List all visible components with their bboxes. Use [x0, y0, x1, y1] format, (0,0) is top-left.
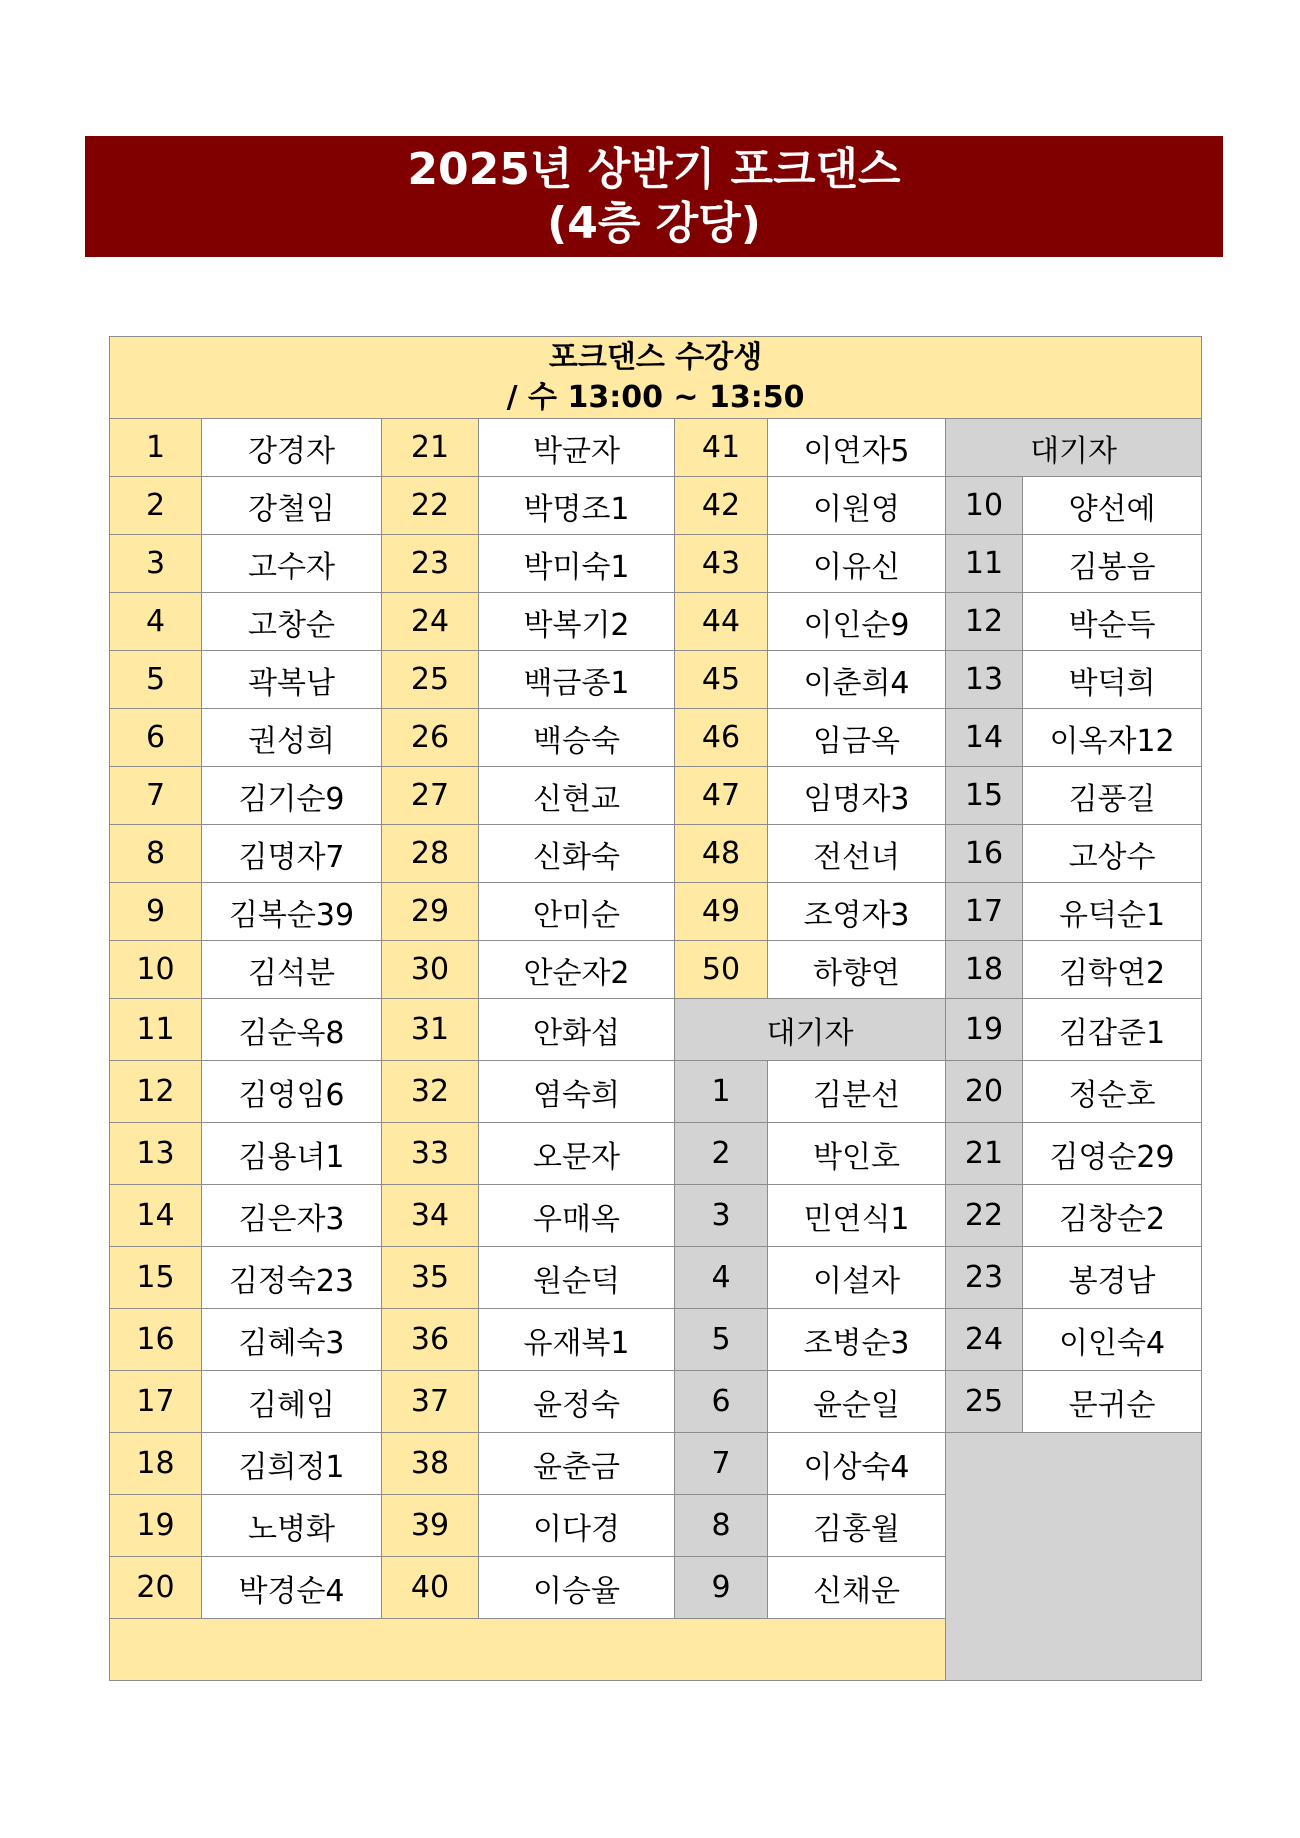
student-number: 12: [110, 1061, 202, 1123]
waitlist-name: 문귀순: [1023, 1371, 1202, 1433]
waitlist-name: 박인호: [768, 1123, 946, 1185]
student-number: 46: [675, 709, 768, 767]
waitlist-name: 민연식1: [768, 1185, 946, 1247]
student-number: 9: [110, 883, 202, 941]
table-row: [110, 1247, 1202, 1309]
student-number: 36: [382, 1309, 479, 1371]
student-name: 신현교: [479, 767, 675, 825]
waitlist-number: 23: [946, 1247, 1023, 1309]
waitlist-number: 13: [946, 651, 1023, 709]
waitlist-number: 10: [946, 477, 1023, 535]
student-number: 33: [382, 1123, 479, 1185]
table-row: [110, 337, 1202, 419]
waitlist-header: 대기자: [946, 419, 1202, 477]
waitlist-number: 7: [675, 1433, 768, 1495]
student-number: 25: [382, 651, 479, 709]
student-number: 30: [382, 941, 479, 999]
student-name: 안미순: [479, 883, 675, 941]
waitlist-name: 고상수: [1023, 825, 1202, 883]
waitlist-name: 신채운: [768, 1557, 946, 1619]
student-number: 37: [382, 1371, 479, 1433]
student-number: 1: [110, 419, 202, 477]
waitlist-name: 이설자: [768, 1247, 946, 1309]
waitlist-name: 봉경남: [1023, 1247, 1202, 1309]
student-name: 박명조1: [479, 477, 675, 535]
table-row: [110, 1433, 1202, 1495]
student-name: 윤정숙: [479, 1371, 675, 1433]
roster-header: [110, 337, 1202, 419]
student-name: 노병화: [202, 1495, 382, 1557]
student-number: 44: [675, 593, 768, 651]
student-number: 21: [382, 419, 479, 477]
roster-header-title: 포크댄스 수강생: [548, 339, 763, 375]
student-number: 43: [675, 535, 768, 593]
empty-filler: [946, 1433, 1202, 1681]
waitlist-name: 김홍월: [768, 1495, 946, 1557]
waitlist-number: 3: [675, 1185, 768, 1247]
table-row: [110, 1371, 1202, 1433]
student-name: 이유신: [768, 535, 946, 593]
table-row: [110, 1185, 1202, 1247]
waitlist-number: 16: [946, 825, 1023, 883]
waitlist-name: 김학연2: [1023, 941, 1202, 999]
table-row: [110, 1061, 1202, 1123]
waitlist-name: 이옥자12: [1023, 709, 1202, 767]
student-name: 강경자: [202, 419, 382, 477]
waitlist-number: 21: [946, 1123, 1023, 1185]
student-name: 고창순: [202, 593, 382, 651]
student-name: 윤춘금: [479, 1433, 675, 1495]
table-row: [110, 651, 1202, 709]
student-number: 6: [110, 709, 202, 767]
student-name: 김석분: [202, 941, 382, 999]
student-number: 22: [382, 477, 479, 535]
waitlist-number: 17: [946, 883, 1023, 941]
title-line-1: 2025년 상반기 포크댄스: [407, 143, 901, 195]
table-row: [110, 709, 1202, 767]
student-number: 39: [382, 1495, 479, 1557]
student-name: 김순옥8: [202, 999, 382, 1061]
student-name: 권성희: [202, 709, 382, 767]
student-name: 우매옥: [479, 1185, 675, 1247]
student-number: 24: [382, 593, 479, 651]
student-number: 47: [675, 767, 768, 825]
student-number: 18: [110, 1433, 202, 1495]
student-name: 안순자2: [479, 941, 675, 999]
student-name: 김정숙23: [202, 1247, 382, 1309]
student-number: 3: [110, 535, 202, 593]
table-row: [110, 825, 1202, 883]
waitlist-number: 14: [946, 709, 1023, 767]
student-number: 50: [675, 941, 768, 999]
student-number: 8: [110, 825, 202, 883]
waitlist-number: 2: [675, 1123, 768, 1185]
waitlist-name: 김창순2: [1023, 1185, 1202, 1247]
student-number: 19: [110, 1495, 202, 1557]
student-name: 김용녀1: [202, 1123, 382, 1185]
student-name: 안화섭: [479, 999, 675, 1061]
waitlist-number: 11: [946, 535, 1023, 593]
waitlist-number: 19: [946, 999, 1023, 1061]
student-number: 26: [382, 709, 479, 767]
student-number: 49: [675, 883, 768, 941]
table-row: [110, 941, 1202, 999]
waitlist-header: 대기자: [675, 999, 946, 1061]
waitlist-number: 1: [675, 1061, 768, 1123]
student-number: 16: [110, 1309, 202, 1371]
title-line-2: (4층 강당): [547, 197, 761, 249]
student-name: 유재복1: [479, 1309, 675, 1371]
student-name: 고수자: [202, 535, 382, 593]
student-name: 이원영: [768, 477, 946, 535]
student-name: 김명자7: [202, 825, 382, 883]
waitlist-number: 12: [946, 593, 1023, 651]
waitlist-name: 양선예: [1023, 477, 1202, 535]
waitlist-name: 정순호: [1023, 1061, 1202, 1123]
student-name: 김혜숙3: [202, 1309, 382, 1371]
roster-table: [109, 336, 1202, 1681]
waitlist-name: 조병순3: [768, 1309, 946, 1371]
student-number: 11: [110, 999, 202, 1061]
student-name: 하향연: [768, 941, 946, 999]
student-number: 45: [675, 651, 768, 709]
table-row: [110, 593, 1202, 651]
student-name: 신화숙: [479, 825, 675, 883]
waitlist-name: 김풍길: [1023, 767, 1202, 825]
student-name: 임명자3: [768, 767, 946, 825]
student-name: 염숙희: [479, 1061, 675, 1123]
table-row: [110, 477, 1202, 535]
student-name: 임금옥: [768, 709, 946, 767]
waitlist-name: 이인숙4: [1023, 1309, 1202, 1371]
waitlist-name: 이상숙4: [768, 1433, 946, 1495]
student-number: 28: [382, 825, 479, 883]
student-number: 13: [110, 1123, 202, 1185]
waitlist-number: 24: [946, 1309, 1023, 1371]
student-name: 박미숙1: [479, 535, 675, 593]
student-name: 박경순4: [202, 1557, 382, 1619]
student-number: 7: [110, 767, 202, 825]
waitlist-number: 5: [675, 1309, 768, 1371]
student-name: 백금종1: [479, 651, 675, 709]
student-number: 42: [675, 477, 768, 535]
student-number: 29: [382, 883, 479, 941]
waitlist-number: 25: [946, 1371, 1023, 1433]
student-number: 14: [110, 1185, 202, 1247]
student-number: 2: [110, 477, 202, 535]
student-number: 10: [110, 941, 202, 999]
table-row: [110, 1309, 1202, 1371]
table-row: [110, 419, 1202, 477]
waitlist-name: 김분선: [768, 1061, 946, 1123]
student-name: 이승율: [479, 1557, 675, 1619]
student-name: 박균자: [479, 419, 675, 477]
student-name: 강철임: [202, 477, 382, 535]
student-name: 원순덕: [479, 1247, 675, 1309]
waitlist-number: 9: [675, 1557, 768, 1619]
student-name: 김은자3: [202, 1185, 382, 1247]
student-name: 박복기2: [479, 593, 675, 651]
student-name: 곽복남: [202, 651, 382, 709]
table-row: [110, 767, 1202, 825]
student-number: 32: [382, 1061, 479, 1123]
waitlist-number: 20: [946, 1061, 1023, 1123]
student-name: 김희정1: [202, 1433, 382, 1495]
waitlist-number: 15: [946, 767, 1023, 825]
table-row: [110, 1123, 1202, 1185]
waitlist-number: 22: [946, 1185, 1023, 1247]
waitlist-name: 박순득: [1023, 593, 1202, 651]
title-banner: [85, 136, 1223, 257]
table-row: [110, 535, 1202, 593]
student-number: 20: [110, 1557, 202, 1619]
student-number: 48: [675, 825, 768, 883]
student-number: 34: [382, 1185, 479, 1247]
student-name: 김복순39: [202, 883, 382, 941]
student-name: 김기순9: [202, 767, 382, 825]
waitlist-name: 윤순일: [768, 1371, 946, 1433]
waitlist-name: 유덕순1: [1023, 883, 1202, 941]
student-name: 김혜임: [202, 1371, 382, 1433]
waitlist-number: 4: [675, 1247, 768, 1309]
waitlist-name: 김영순29: [1023, 1123, 1202, 1185]
table-row: [110, 883, 1202, 941]
student-number: 31: [382, 999, 479, 1061]
student-number: 4: [110, 593, 202, 651]
student-number: 5: [110, 651, 202, 709]
waitlist-name: 김봉음: [1023, 535, 1202, 593]
footer-row: [110, 1619, 946, 1681]
student-name: 이연자5: [768, 419, 946, 477]
waitlist-number: 8: [675, 1495, 768, 1557]
table-row: [110, 999, 1202, 1061]
student-name: 백승숙: [479, 709, 675, 767]
student-name: 전선녀: [768, 825, 946, 883]
student-number: 17: [110, 1371, 202, 1433]
student-number: 27: [382, 767, 479, 825]
student-number: 35: [382, 1247, 479, 1309]
student-number: 15: [110, 1247, 202, 1309]
waitlist-number: 6: [675, 1371, 768, 1433]
waitlist-number: 18: [946, 941, 1023, 999]
student-name: 김영임6: [202, 1061, 382, 1123]
student-name: 조영자3: [768, 883, 946, 941]
waitlist-name: 김갑준1: [1023, 999, 1202, 1061]
student-name: 이춘희4: [768, 651, 946, 709]
roster-header-schedule: / 수 13:00 ~ 13:50: [506, 379, 805, 415]
student-name: 이인순9: [768, 593, 946, 651]
student-number: 38: [382, 1433, 479, 1495]
student-number: 41: [675, 419, 768, 477]
waitlist-name: 박덕희: [1023, 651, 1202, 709]
student-number: 23: [382, 535, 479, 593]
student-name: 오문자: [479, 1123, 675, 1185]
student-name: 이다경: [479, 1495, 675, 1557]
student-number: 40: [382, 1557, 479, 1619]
